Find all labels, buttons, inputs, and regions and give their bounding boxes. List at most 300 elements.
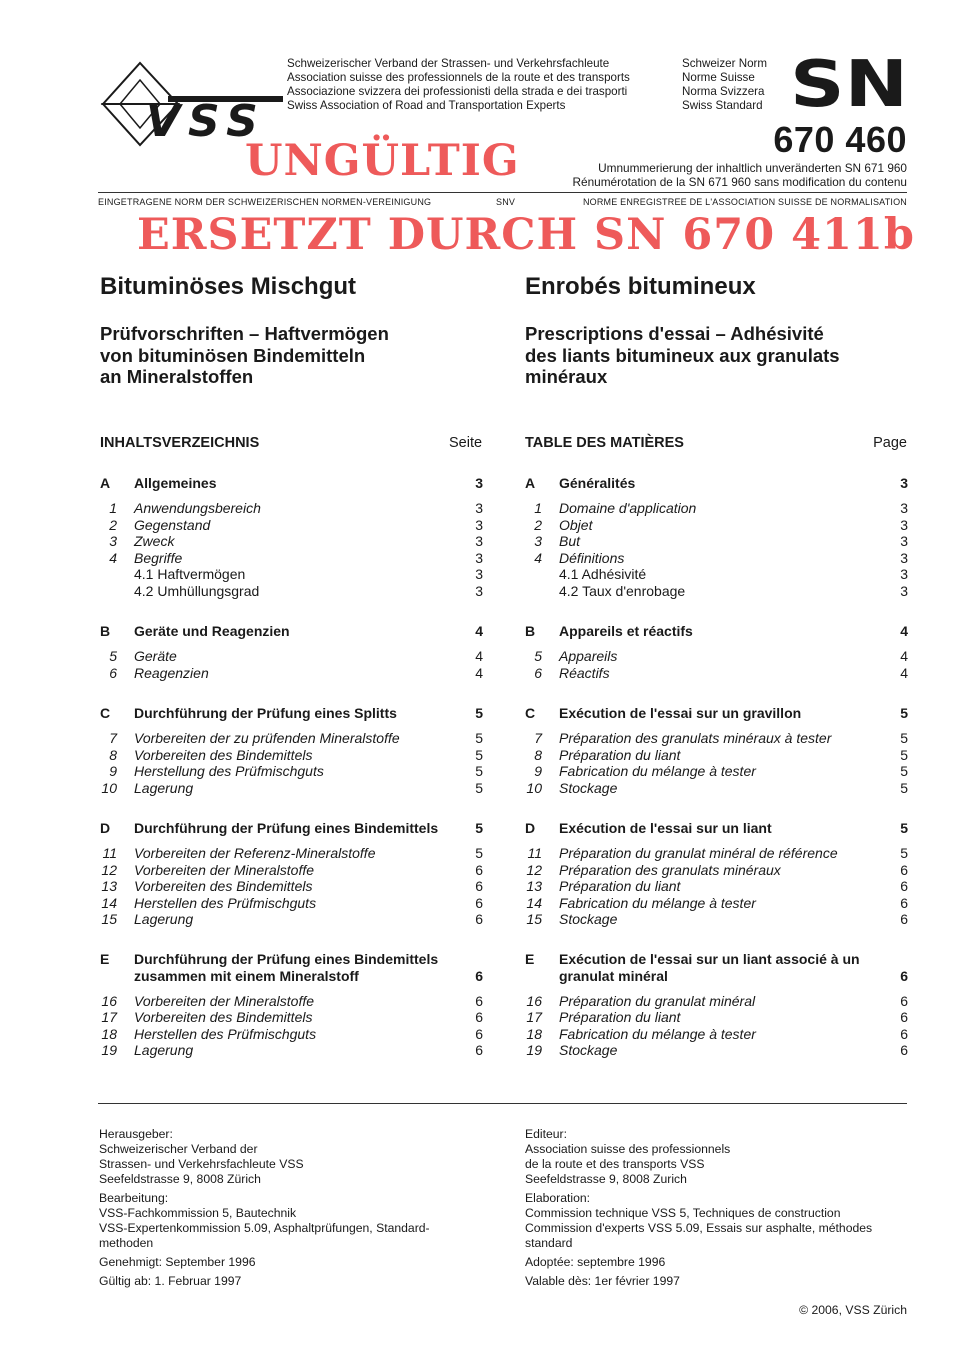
section-gap [100,681,483,704]
footer-block [99,1127,469,1187]
toc-item [525,1042,908,1059]
section-title: Exécution de l'essai sur un liant [559,820,772,836]
item-page: 6 [900,1009,908,1025]
item-page: 6 [900,861,908,878]
toc-item [100,747,483,764]
toc-item [100,550,483,567]
registration-de: EINGETRAGENE NORM DER SCHWEIZERISCHEN NORMEN-VEREINIGUNG [98,197,432,207]
org-name-it: Associazione svizzera dei professionisti della strada e dei trasporti [287,85,628,98]
registration-divider [98,192,907,193]
item-page: 6 [475,1009,483,1025]
toc-section [100,704,483,796]
toc-item [100,862,483,879]
item-number: 3 [109,533,117,549]
section-letter: B [100,623,111,639]
toc-item [100,1026,483,1043]
item-text: Préparation des granulats minéraux [559,861,781,878]
standard-names [682,57,767,113]
section-letter: C [100,705,111,721]
toc-subitem [100,566,483,583]
section-title: Durchführung der Prüfung eines Bindemittels [134,820,439,836]
footer-line: VSS-Expertenkommission 5.09, Asphaltprüfungen, Standard- [99,1221,430,1235]
section-letter: A [525,475,536,491]
section-spacer [525,837,908,845]
toc-section [100,951,483,1059]
toc-section-heading [525,704,908,722]
section-page: 6 [475,967,483,984]
footer-line: Bearbeitung: [99,1191,169,1205]
item-page: 3 [475,549,483,566]
toc-de [100,474,483,1059]
org-name-fr: Association suisse des professionnels de la route et des transports [287,71,630,84]
section-spacer [100,492,483,500]
renumbering-note [573,161,907,189]
item-page: 3 [900,566,908,582]
item-text: Stockage [559,779,618,796]
footer-block [99,1191,469,1251]
footer-line: Gültig ab: 1. Februar 1997 [99,1274,242,1288]
item-page: 6 [900,894,908,911]
copyright: © 2006, VSS Zürich [799,1303,907,1317]
section-spacer [525,985,908,993]
item-number: 6 [109,664,117,681]
footer-block [525,1127,910,1187]
item-text: 4.2 Umhüllungsgrad [134,582,260,599]
toc-item [525,747,908,764]
item-number: 18 [101,1025,117,1042]
toc-section [525,951,908,1059]
section-gap [100,796,483,819]
item-number: 15 [526,911,542,927]
item-number: 14 [526,894,542,911]
footer-line: Seefeldstrasse 9, 8008 Zürich [99,1172,261,1186]
item-number: 9 [534,763,542,779]
toc-item [100,1009,483,1026]
section-title: Geräte und Reagenzien [134,623,290,639]
toc-fr [525,474,908,1059]
section-title: Exécution de l'essai sur un gravillon [559,705,802,721]
item-text: Lagerung [134,1042,194,1058]
organization-names [287,57,630,113]
toc-item [525,862,908,879]
standard-name-fr: Norme Suisse [682,71,755,84]
item-page: 6 [900,1042,908,1058]
section-page: 4 [900,623,908,639]
section-title: Durchführung der Prüfung eines Splitts [134,705,397,721]
toc-section [525,704,908,796]
section-letter: D [525,820,536,836]
vss-logo-text: VSS [146,96,266,147]
replaced-stamp: ERSETZT DURCH SN 670 411b [137,210,915,260]
toc-item [100,665,483,682]
renumbering-de: Umnummerierung der inhaltlich unveränderten SN 671 960 [598,161,907,175]
item-page: 5 [475,730,483,746]
toc-item [525,533,908,550]
section-spacer [525,492,908,500]
item-text: Stockage [559,1042,618,1058]
item-page: 3 [900,533,908,549]
toc-item [100,780,483,797]
item-page: 3 [475,500,483,516]
section-gap [100,599,483,622]
item-number: 10 [526,779,542,796]
section-letter: C [525,705,536,721]
toc-item [100,533,483,550]
item-number: 5 [109,648,117,664]
footer-line: standard [525,1236,573,1250]
toc-item [100,878,483,895]
registration-fr: NORME ENREGISTREE DE L'ASSOCIATION SUISSE DE NORMALISATION [582,197,907,207]
item-number: 7 [534,730,542,746]
item-text: Objet [559,516,593,533]
toc-section [100,474,483,599]
toc-item [525,550,908,567]
item-text: Vorbereiten der zu prüfenden Mineralstoffe [134,730,400,746]
item-text: 4.1 Haftvermögen [134,566,246,582]
toc-section-heading [100,474,483,492]
item-page: 6 [475,894,483,911]
section-letter: E [100,950,110,967]
item-page: 6 [900,878,908,894]
item-text: Fabrication du mélange à tester [559,1025,756,1042]
item-number: 4 [534,549,542,566]
standard-name-en: Swiss Standard [682,99,763,112]
toc-item [525,878,908,895]
section-spacer [100,722,483,730]
item-text: Fabrication du mélange à tester [559,763,756,779]
item-number: 5 [534,648,542,664]
section-spacer [100,985,483,993]
item-page: 6 [475,992,483,1009]
footer-line: Editeur: [525,1127,568,1141]
footer-fr [525,1127,910,1293]
item-page: 5 [900,845,908,861]
item-number: 1 [109,500,117,516]
item-text: Vorbereiten der Mineralstoffe [134,992,315,1009]
footer-line: methoden [99,1236,154,1250]
section-spacer [100,640,483,648]
toc-item [525,648,908,665]
item-number: 6 [534,664,542,681]
toc-item [100,911,483,928]
section-page: 3 [900,475,908,491]
item-text: Domaine d'application [559,500,697,516]
section-gap [525,796,908,819]
footer-divider [98,1103,907,1104]
toc-section [100,819,483,928]
item-text: Réactifs [559,664,610,681]
footer-line: Commission technique VSS 5, Techniques de construction [525,1206,841,1220]
section-page: 5 [900,705,908,721]
footer-line: Association suisse des professionnels [525,1142,731,1156]
toc-heading-fr: TABLE DES MATIÈRES [525,435,684,451]
item-text: Geräte [134,648,177,664]
section-page: 4 [475,623,483,639]
item-text: Herstellung des Prüfmischguts [134,763,324,779]
section-letter: A [100,475,111,491]
item-text: Vorbereiten der Mineralstoffe [134,861,315,878]
toc-item [525,763,908,780]
item-page: 3 [900,500,908,516]
toc-item [100,1042,483,1059]
toc-item [100,845,483,862]
toc-subitem [100,583,483,600]
footer-line: Genehmigt: September 1996 [99,1255,256,1269]
section-title: Appareils et réactifs [559,623,693,639]
item-text: Herstellen des Prüfmischguts [134,894,317,911]
toc-item [100,648,483,665]
sn-logo-text: SN [790,58,908,108]
renumbering-fr: Rénumérotation de la SN 671 960 sans modification du contenu [572,175,907,189]
item-text: 4.2 Taux d'enrobage [559,582,686,599]
item-number: 19 [526,1042,542,1058]
toc-item [525,845,908,862]
item-text: Vorbereiten des Bindemittels [134,878,313,894]
footer-block [99,1274,469,1289]
title-fr: Enrobés bitumineux [525,273,756,300]
subtitle-de-line: Prüfvorschriften – Haftvermögen [100,323,389,344]
item-page: 5 [900,779,908,796]
item-number: 8 [109,746,117,763]
item-text: Préparation des granulats minéraux à tester [559,730,832,746]
section-spacer [100,837,483,845]
item-text: Lagerung [134,911,194,927]
item-number: 3 [534,533,542,549]
item-number: 2 [109,516,117,533]
footer-line: Herausgeber: [99,1127,173,1141]
item-number: 12 [526,861,542,878]
item-number: 10 [101,779,117,796]
subtitle-fr-line: Prescriptions d'essai – Adhésivité [525,323,824,344]
item-page: 4 [900,648,908,664]
toc-heading-de: INHALTSVERZEICHNIS [100,435,260,451]
section-spacer [525,640,908,648]
toc-section-heading [100,951,483,985]
title-de: Bituminöses Mischgut [100,273,357,300]
item-page: 3 [900,516,908,533]
item-number: 18 [526,1025,542,1042]
item-number: 19 [101,1042,117,1058]
footer-line: Strassen- und Verkehrsfachleute VSS [99,1157,304,1171]
item-text: Fabrication du mélange à tester [559,894,756,911]
item-page: 6 [900,1025,908,1042]
section-page: 5 [900,820,908,836]
toc-section [525,819,908,928]
registration-abbr: SNV [496,197,516,207]
item-text: Préparation du granulat minéral de référence [559,845,838,861]
toc-item [525,895,908,912]
toc-item [100,500,483,517]
item-text: Herstellen des Prüfmischguts [134,1025,317,1042]
item-number: 15 [101,911,117,927]
section-gap [525,599,908,622]
section-page: 6 [900,967,908,984]
invalid-stamp: UNGÜLTIG [245,136,520,186]
item-text: Lagerung [134,779,194,796]
toc-section-heading [525,622,908,640]
toc-item [525,911,908,928]
footer-block [525,1274,910,1289]
item-text: Préparation du granulat minéral [559,992,756,1009]
item-number: 7 [109,730,117,746]
footer-line: de la route et des transports VSS [525,1157,705,1171]
footer-line: VSS-Fachkommission 5, Bautechnik [99,1206,297,1220]
item-text: Appareils [559,648,618,664]
item-text: Anwendungsbereich [134,500,261,516]
item-text: Vorbereiten des Bindemittels [134,746,313,763]
toc-item [100,517,483,534]
toc-page-label-de: Seite [449,435,483,451]
toc-section [525,622,908,681]
toc-item [100,763,483,780]
item-page: 6 [475,911,483,927]
toc-section-heading [525,819,908,837]
item-text: Vorbereiten der Referenz-Mineralstoffe [134,845,376,861]
item-page: 6 [475,861,483,878]
item-text: 4.1 Adhésivité [559,566,647,582]
section-letter: E [525,950,535,967]
section-spacer [525,722,908,730]
section-title: Allgemeines [134,475,217,491]
toc-section-heading [100,819,483,837]
item-text: Begriffe [134,549,183,566]
item-page: 3 [475,582,483,599]
item-page: 6 [900,992,908,1009]
item-page: 5 [900,763,908,779]
footer-line: Valable dès: 1er février 1997 [525,1274,680,1288]
item-text: But [559,533,581,549]
item-page: 5 [475,763,483,779]
toc-item [525,500,908,517]
item-number: 2 [534,516,542,533]
item-text: Stockage [559,911,618,927]
toc-section-heading [100,704,483,722]
footer-line: Elaboration: [525,1191,591,1205]
toc-item [525,665,908,682]
item-page: 4 [475,648,483,664]
footer-de [99,1127,469,1293]
item-page: 5 [475,746,483,763]
toc-section-heading [525,951,908,985]
item-page: 6 [475,878,483,894]
item-number: 17 [101,1009,117,1025]
item-page: 5 [475,845,483,861]
item-page: 4 [475,664,483,681]
item-number: 14 [101,894,117,911]
vss-logo [98,58,283,148]
toc-section [100,622,483,681]
footer-block [525,1255,910,1270]
item-text: Reagenzien [134,664,209,681]
item-number: 17 [526,1009,542,1025]
toc-item [525,780,908,797]
toc-item [525,1009,908,1026]
toc-subitem [525,566,908,583]
item-number: 11 [527,845,542,861]
item-page: 5 [475,779,483,796]
item-number: 9 [109,763,117,779]
item-number: 4 [109,549,117,566]
item-number: 11 [102,845,117,861]
footer-line: Commission d'experts VSS 5.09, Essais sur asphalte, méthodes [525,1221,873,1235]
item-number: 13 [101,878,117,894]
item-number: 13 [526,878,542,894]
section-title: Exécution de l'essai sur un liant associé à un granulat minéral [559,950,860,984]
toc-section-heading [525,474,908,492]
section-gap [100,928,483,951]
section-title: Durchführung der Prüfung eines Bindemittels zusammen mit einem Mineralstoff [134,950,439,984]
item-page: 4 [900,664,908,681]
toc-item [100,895,483,912]
item-text: Vorbereiten des Bindemittels [134,1009,313,1025]
section-page: 5 [475,705,483,721]
toc-item [100,993,483,1010]
item-page: 3 [475,566,483,582]
toc-item [100,730,483,747]
section-page: 5 [475,820,483,836]
subtitle-fr-line: minéraux [525,366,608,387]
subtitle-de [100,323,389,388]
item-number: 1 [534,500,542,516]
item-page: 3 [475,533,483,549]
item-text: Préparation du liant [559,746,681,763]
footer-line: Adoptée: septembre 1996 [525,1255,666,1269]
footer-line: Seefeldstrasse 9, 8008 Zurich [525,1172,687,1186]
section-gap [525,928,908,951]
toc-subitem [525,583,908,600]
item-page: 3 [900,582,908,599]
item-page: 5 [900,730,908,746]
item-page: 6 [475,1025,483,1042]
item-text: Préparation du liant [559,878,681,894]
footer-line: Schweizerischer Verband der [99,1142,258,1156]
subtitle-fr-line: des liants bitumineux aux granulats [525,344,840,366]
item-text: Définitions [559,549,625,566]
section-letter: B [525,623,536,639]
document-number: 670 460 [773,119,907,160]
subtitle-fr [525,323,840,388]
item-page: 3 [900,549,908,566]
item-text: Préparation du liant [559,1009,681,1025]
item-page: 3 [475,516,483,533]
item-number: 12 [101,861,117,878]
toc-section-heading [100,622,483,640]
sn-logo [790,58,908,108]
section-title: Généralités [559,475,636,491]
section-gap [525,681,908,704]
item-number: 16 [101,992,117,1009]
item-page: 5 [900,746,908,763]
toc-item [525,1026,908,1043]
toc-item [525,730,908,747]
toc-page-label-fr: Page [873,435,907,451]
toc-item [525,517,908,534]
item-number: 16 [526,992,542,1009]
standard-name-de: Schweizer Norm [682,57,768,70]
item-number: 8 [534,746,542,763]
item-text: Gegenstand [134,516,211,533]
footer-block [99,1255,469,1270]
standard-name-it: Norma Svizzera [682,85,765,98]
footer-block [525,1191,910,1251]
section-page: 3 [475,475,483,491]
org-name-en: Swiss Association of Road and Transportation Experts [287,99,566,112]
subtitle-de-line: an Mineralstoffen [100,366,254,387]
item-text: Zweck [134,533,175,549]
toc-section [525,474,908,599]
item-page: 6 [475,1042,483,1058]
toc-item [525,993,908,1010]
